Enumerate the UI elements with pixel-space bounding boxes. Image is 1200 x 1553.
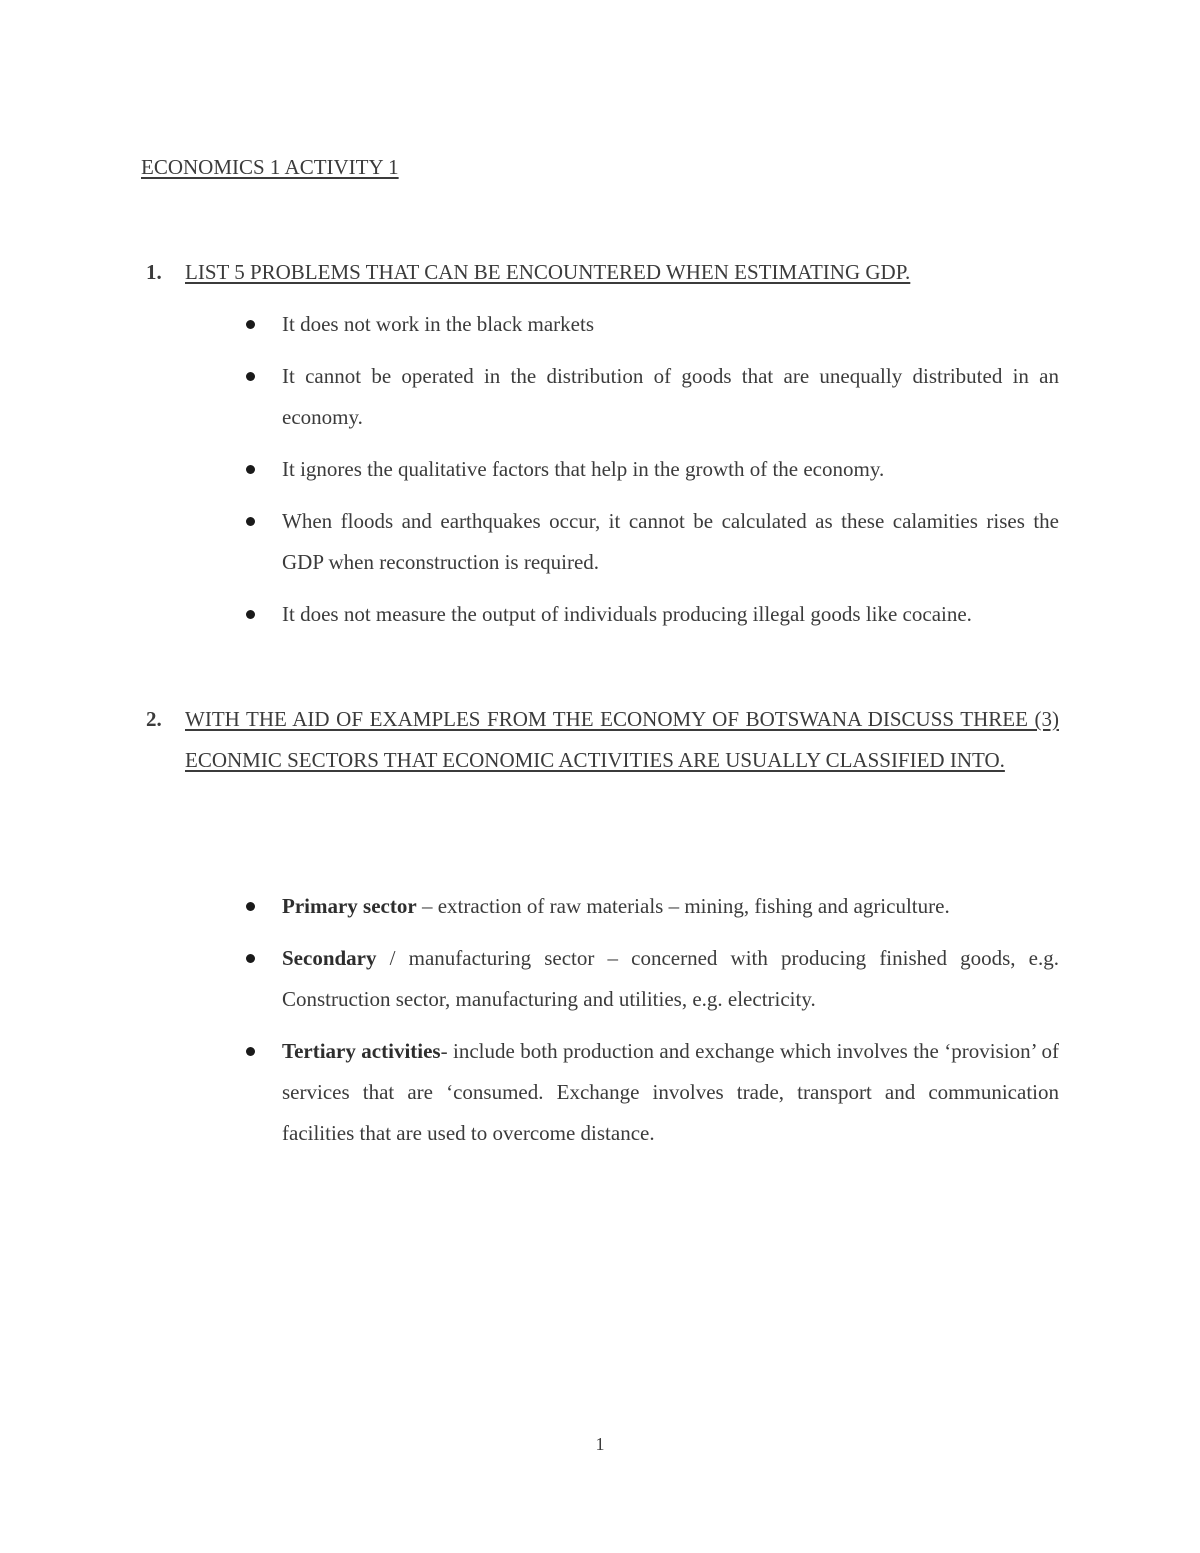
question-2-answer-list [243,886,1059,1165]
question-2-prompt: WITH THE AID OF EXAMPLES FROM THE ECONOMY OF BOTSWANA DISCUSS THREE (3) ECONMIC SECTORS THAT ECONOMIC ACTIVITIES ARE USUALLY CLASSIFIED INTO. [185,707,1059,772]
list-item [243,1031,1059,1154]
sector-term: Tertiary activities [282,1039,441,1063]
question-1-number: 1. [146,260,162,284]
answer-text: It does not work in the black markets [282,312,595,336]
answer-text: When floods and earthquakes occur, it cannot be calculated as these calamities rises the GDP when reconstruction is required. [282,509,1059,574]
bullet-icon [246,610,255,619]
question-1 [146,252,1059,293]
list-item [243,356,1059,438]
list-item [243,304,1059,345]
question-2-number: 2. [146,707,162,731]
bullet-icon [246,320,255,329]
bullet-icon [246,954,255,963]
bullet-icon [246,1047,255,1056]
bullet-icon [246,517,255,526]
list-item [243,501,1059,583]
question-1-answer-list [243,304,1059,646]
answer-text: / manufacturing sector – concerned with producing finished goods, e.g. Construction sector, manufacturing and utilities, e.g. electricity. [282,946,1059,1011]
page-number: 1 [595,1434,605,1454]
answer-text: It cannot be operated in the distribution of goods that are unequally distributed in an economy. [282,364,1059,429]
sector-term: Secondary [282,946,377,970]
document-title: ECONOMICS 1 ACTIVITY 1 [141,155,399,179]
answer-text: – extraction of raw materials – mining, fishing and agriculture. [416,894,950,918]
bullet-icon [246,372,255,381]
question-1-prompt: LIST 5 PROBLEMS THAT CAN BE ENCOUNTERED WHEN ESTIMATING GDP. [185,260,911,284]
sector-term: Primary sector [282,894,417,918]
bullet-icon [246,465,255,474]
answer-text: It ignores the qualitative factors that help in the growth of the economy. [282,457,885,481]
bullet-icon [246,902,255,911]
question-2 [146,699,1059,781]
list-item [243,594,1059,635]
answer-text: It does not measure the output of individuals producing illegal goods like cocaine. [282,602,972,626]
answer-text: - include both production and exchange which involves the ‘provision’ of services that are ‘consumed. Exchange involves trade, transport and communication facilities that are used to overcome distance. [282,1039,1059,1145]
list-item [243,449,1059,490]
list-item [243,938,1059,1020]
list-item [243,886,1059,927]
